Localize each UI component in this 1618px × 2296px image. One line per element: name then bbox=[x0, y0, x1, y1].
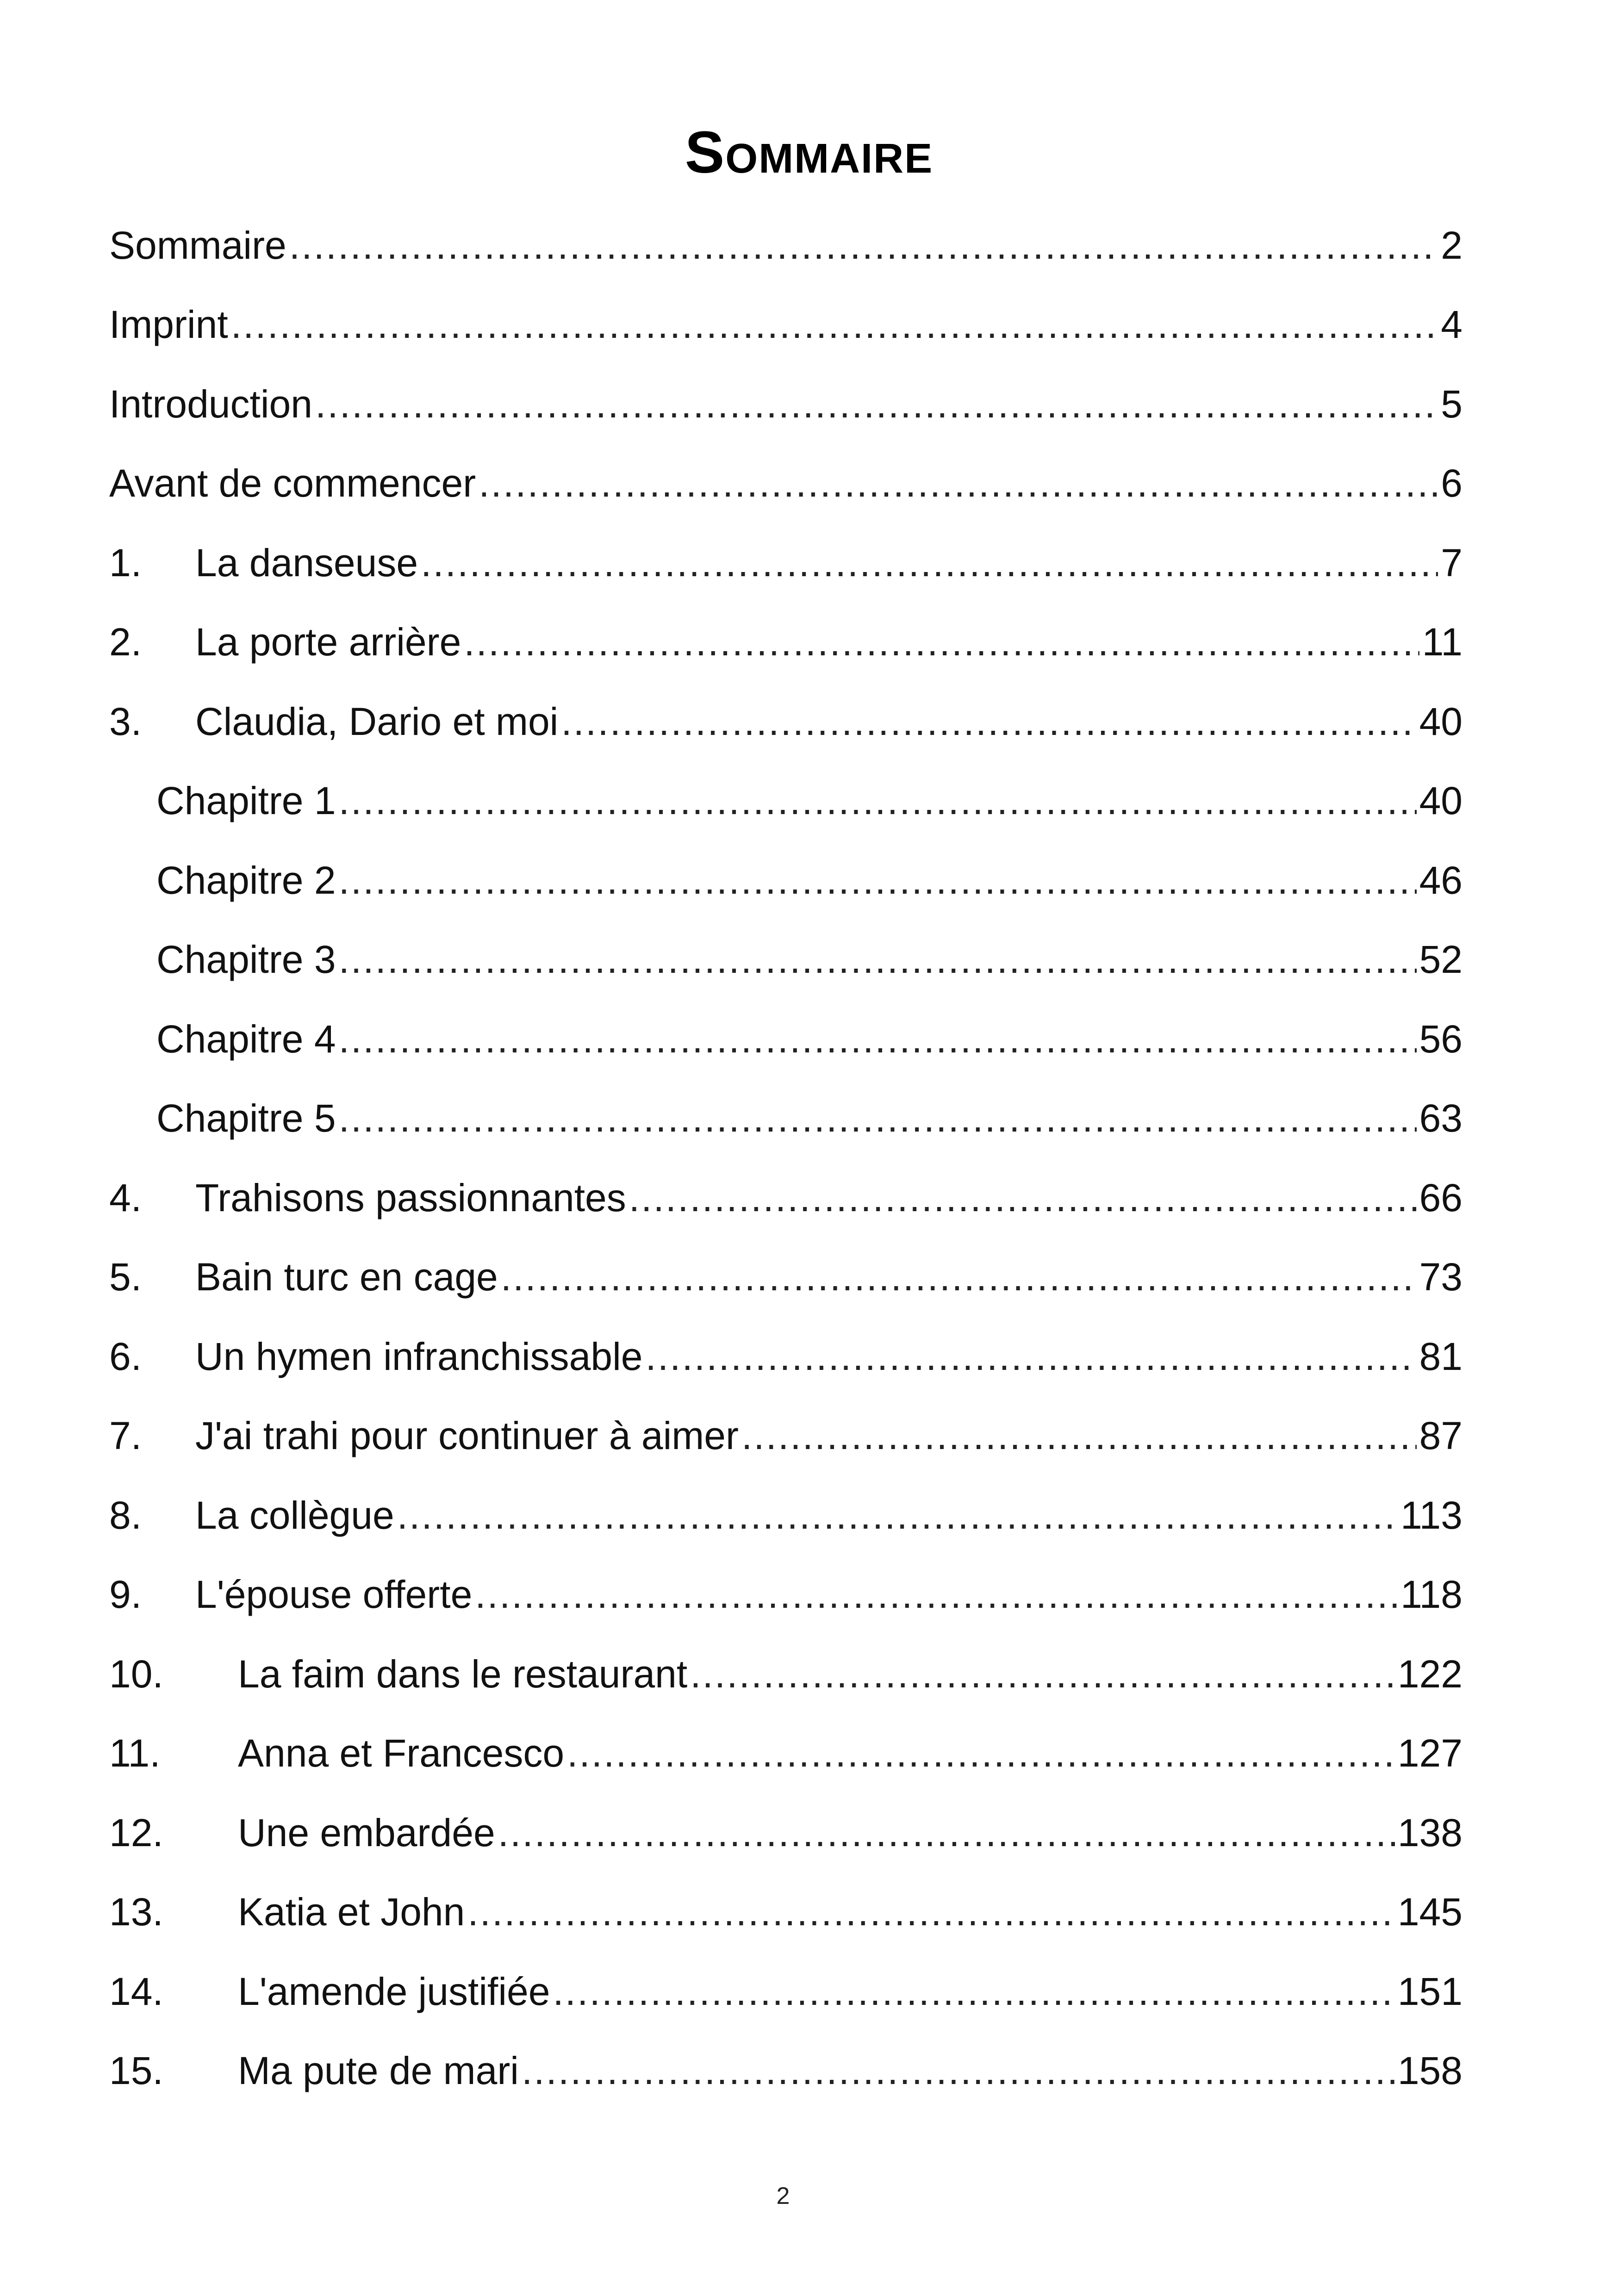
toc-entry-label: Anna et Francesco bbox=[238, 1731, 565, 1775]
toc-entry[interactable] bbox=[109, 1238, 1462, 1317]
toc-entry-page-number: 2 bbox=[1441, 223, 1462, 267]
toc-entry[interactable] bbox=[109, 603, 1462, 682]
toc-dot-leader bbox=[339, 1016, 1417, 1062]
toc-entry[interactable] bbox=[109, 285, 1462, 365]
toc-entry-number: 3. bbox=[109, 699, 142, 743]
toc-entry-label: L'amende justifiée bbox=[238, 1969, 550, 2013]
toc-entry-page-number: 63 bbox=[1419, 1096, 1462, 1140]
toc-entry-number: 5. bbox=[109, 1255, 142, 1299]
toc-entry-page-number: 122 bbox=[1397, 1652, 1462, 1696]
toc-entry[interactable] bbox=[109, 1555, 1462, 1635]
toc-entry-page-number: 87 bbox=[1419, 1414, 1462, 1458]
toc-entry[interactable] bbox=[109, 761, 1462, 841]
toc-dot-leader bbox=[561, 698, 1416, 745]
toc-entry-number: 9. bbox=[109, 1573, 142, 1617]
toc-entry-number: 15. bbox=[109, 2049, 163, 2093]
toc-dot-leader bbox=[339, 778, 1417, 824]
toc-entry[interactable] bbox=[109, 1079, 1462, 1158]
toc-entry-label: Trahisons passionnantes bbox=[195, 1176, 626, 1220]
toc-dot-leader bbox=[646, 1333, 1417, 1380]
toc-entry[interactable] bbox=[109, 1475, 1462, 1555]
toc-entry[interactable] bbox=[109, 1158, 1462, 1238]
toc-entry-number: 13. bbox=[109, 1890, 163, 1934]
toc-dot-leader bbox=[289, 222, 1438, 268]
toc-entry-page-number: 81 bbox=[1419, 1334, 1462, 1378]
toc-entry[interactable] bbox=[109, 920, 1462, 1000]
toc-entry-label: J'ai trahi pour continuer à aimer bbox=[195, 1414, 739, 1458]
toc-entry-page-number: 6 bbox=[1441, 461, 1462, 505]
toc-entry-page-number: 11 bbox=[1422, 620, 1462, 664]
toc-entry-label: Ma pute de mari bbox=[238, 2049, 519, 2093]
toc-entry-label: Chapitre 2 bbox=[156, 858, 336, 902]
toc-entry-page-number: 158 bbox=[1397, 2049, 1462, 2093]
toc-entry-page-number: 66 bbox=[1419, 1176, 1462, 1220]
toc-entry-number: 11. bbox=[109, 1731, 161, 1775]
toc-entry-page-number: 151 bbox=[1397, 1969, 1462, 2013]
toc-entry-label: Avant de commencer bbox=[109, 461, 476, 505]
toc-entry-label: Bain turc en cage bbox=[195, 1255, 498, 1299]
toc-entry-number: 10. bbox=[109, 1652, 163, 1696]
toc-entry[interactable] bbox=[109, 205, 1462, 285]
table-of-contents bbox=[109, 205, 1462, 2110]
toc-dot-leader bbox=[464, 619, 1419, 665]
toc-dot-leader bbox=[498, 1810, 1395, 1856]
toc-entry-number: 2. bbox=[109, 620, 142, 664]
toc-entry-label: Chapitre 4 bbox=[156, 1017, 336, 1061]
toc-entry[interactable] bbox=[109, 1714, 1462, 1793]
toc-entry-page-number: 113 bbox=[1400, 1493, 1462, 1537]
toc-entry-number: 14. bbox=[109, 1969, 163, 2013]
toc-dot-leader bbox=[479, 460, 1438, 506]
toc-entry-label: Imprint bbox=[109, 303, 228, 347]
toc-dot-leader bbox=[339, 1095, 1417, 1141]
toc-entry-page-number: 127 bbox=[1397, 1731, 1462, 1775]
toc-entry[interactable] bbox=[109, 2031, 1462, 2111]
toc-dot-leader bbox=[567, 1730, 1395, 1776]
footer-page-number: 2 bbox=[776, 2183, 790, 2209]
toc-entry-page-number: 40 bbox=[1419, 699, 1462, 743]
toc-dot-leader bbox=[339, 936, 1417, 983]
toc-entry[interactable] bbox=[109, 1873, 1462, 1952]
toc-entry-label: Un hymen infranchissable bbox=[195, 1334, 643, 1378]
toc-dot-leader bbox=[522, 2047, 1395, 2094]
toc-dot-leader bbox=[231, 301, 1438, 348]
toc-entry-page-number: 138 bbox=[1397, 1811, 1462, 1854]
toc-dot-leader bbox=[339, 857, 1417, 903]
toc-dot-leader bbox=[467, 1889, 1395, 1935]
toc-entry-number: 1. bbox=[109, 541, 142, 585]
toc-entry[interactable] bbox=[109, 999, 1462, 1079]
toc-entry-page-number: 40 bbox=[1419, 779, 1462, 823]
toc-dot-leader bbox=[315, 381, 1438, 427]
page-title: Sommaire bbox=[685, 119, 933, 186]
toc-entry-number: 12. bbox=[109, 1811, 163, 1854]
toc-entry[interactable] bbox=[109, 1634, 1462, 1714]
toc-entry-label: Katia et John bbox=[238, 1890, 465, 1934]
toc-dot-leader bbox=[501, 1254, 1417, 1300]
toc-dot-leader bbox=[553, 1968, 1394, 2015]
toc-entry-number: 4. bbox=[109, 1176, 142, 1220]
toc-entry-page-number: 46 bbox=[1419, 858, 1462, 902]
toc-entry-label: La danseuse bbox=[195, 541, 418, 585]
toc-dot-leader bbox=[741, 1412, 1417, 1459]
toc-entry[interactable] bbox=[109, 1952, 1462, 2031]
toc-entry-number: 8. bbox=[109, 1493, 142, 1537]
toc-entry-label: Chapitre 1 bbox=[156, 779, 336, 823]
toc-entry[interactable] bbox=[109, 682, 1462, 761]
toc-dot-leader bbox=[475, 1571, 1398, 1618]
toc-entry[interactable] bbox=[109, 444, 1462, 523]
toc-entry-label: Chapitre 5 bbox=[156, 1096, 336, 1140]
toc-dot-leader bbox=[629, 1175, 1417, 1221]
toc-entry-label: Introduction bbox=[109, 382, 312, 426]
toc-entry-number: 6. bbox=[109, 1334, 142, 1378]
toc-entry-page-number: 7 bbox=[1441, 541, 1462, 585]
toc-entry-page-number: 5 bbox=[1441, 382, 1462, 426]
toc-entry[interactable] bbox=[109, 1396, 1462, 1476]
toc-dot-leader bbox=[421, 540, 1438, 586]
toc-entry-label: Chapitre 3 bbox=[156, 938, 336, 982]
toc-dot-leader bbox=[397, 1492, 1398, 1538]
toc-entry-page-number: 145 bbox=[1397, 1890, 1462, 1934]
toc-entry[interactable] bbox=[109, 364, 1462, 444]
toc-entry[interactable] bbox=[109, 1317, 1462, 1396]
toc-entry-label: Sommaire bbox=[109, 223, 286, 267]
toc-entry[interactable] bbox=[109, 523, 1462, 603]
toc-entry-label: La collègue bbox=[195, 1493, 394, 1537]
toc-entry-page-number: 52 bbox=[1419, 938, 1462, 982]
toc-entry-label: Une embardée bbox=[238, 1811, 495, 1854]
toc-entry-page-number: 4 bbox=[1441, 303, 1462, 347]
toc-entry[interactable] bbox=[109, 1793, 1462, 1873]
toc-entry-page-number: 118 bbox=[1400, 1573, 1462, 1617]
toc-entry-page-number: 56 bbox=[1419, 1017, 1462, 1061]
toc-entry-label: La faim dans le restaurant bbox=[238, 1652, 688, 1696]
toc-dot-leader bbox=[690, 1651, 1395, 1697]
toc-entry-label: L'épouse offerte bbox=[195, 1573, 473, 1617]
toc-entry[interactable] bbox=[109, 840, 1462, 920]
toc-entry-label: La porte arrière bbox=[195, 620, 461, 664]
toc-entry-page-number: 73 bbox=[1419, 1255, 1462, 1299]
toc-entry-label: Claudia, Dario et moi bbox=[195, 699, 559, 743]
toc-entry-number: 7. bbox=[109, 1414, 142, 1458]
